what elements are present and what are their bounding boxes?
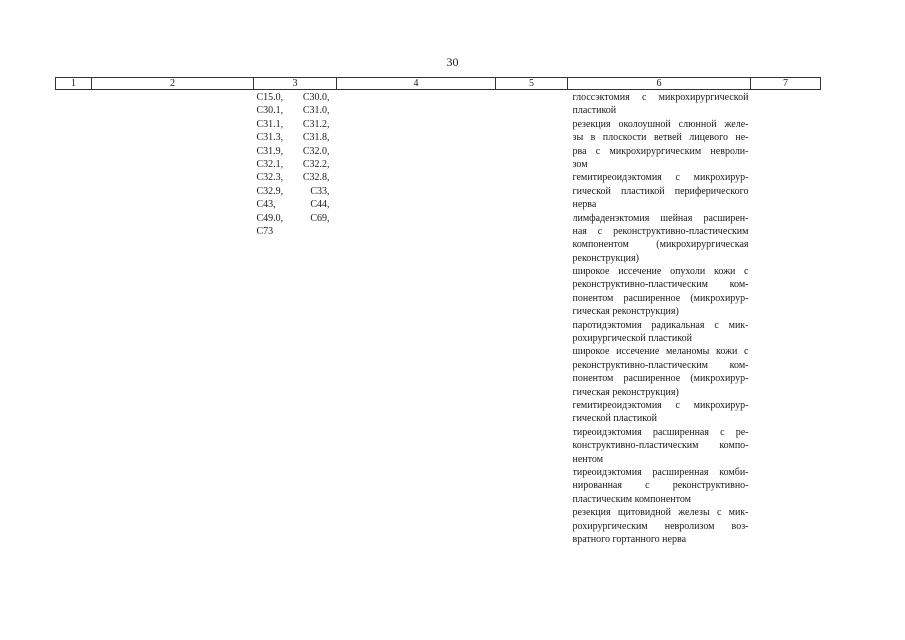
treatment-method-text-line: гемитиреоидэктомия с микрохирур- bbox=[572, 172, 749, 184]
treatment-method-text-line: пластикой bbox=[572, 105, 617, 117]
treatment-method-text-line: зом bbox=[572, 158, 588, 170]
treatment-method-item bbox=[573, 91, 749, 118]
treatment-method-text-line: понентом расширенное (микрохирур- bbox=[572, 292, 749, 304]
diagnosis-code-line bbox=[257, 198, 330, 211]
diagnosis-code: C30.1, bbox=[256, 105, 284, 117]
diagnosis-code: C32.3, bbox=[256, 172, 284, 184]
column-header-5: 5 bbox=[496, 78, 568, 90]
column-header-2: 2 bbox=[92, 78, 254, 90]
treatment-method-item bbox=[573, 265, 749, 319]
treatment-method-text-line: резекция околоушной слюнной желе- bbox=[572, 118, 749, 130]
treatment-method-text-line: вратного гортанного нерва bbox=[572, 533, 687, 545]
treatment-method-item bbox=[573, 426, 749, 466]
diagnosis-code: C30.0, bbox=[302, 92, 330, 103]
treatment-method-text-line: нентом bbox=[572, 453, 604, 465]
cell-col-4 bbox=[337, 90, 496, 547]
treatment-method-text-line: реконструкция) bbox=[572, 252, 639, 264]
diagnosis-codes-list bbox=[254, 90, 337, 238]
treatment-method-text-line: лимфаденэктомия шейная расширен- bbox=[572, 212, 749, 224]
column-header-6: 6 bbox=[568, 78, 751, 90]
column-header-1: 1 bbox=[56, 78, 92, 90]
diagnosis-code-line bbox=[257, 145, 330, 158]
diagnosis-code: C31.1, bbox=[256, 118, 284, 130]
treatment-method-item bbox=[573, 345, 749, 399]
treatment-method-text-line: тиреоидэктомия расширенная комби- bbox=[572, 466, 749, 478]
treatment-method-item bbox=[573, 171, 749, 211]
treatment-methods-cell bbox=[568, 90, 751, 547]
cell-col-5 bbox=[496, 90, 568, 547]
diagnosis-code: C31.2, bbox=[302, 118, 330, 130]
treatment-method-text-line: широкое иссечение опухоли кожи с bbox=[572, 266, 749, 278]
treatment-method-item bbox=[573, 466, 749, 506]
diagnosis-code-line bbox=[257, 185, 330, 198]
treatment-method-item bbox=[573, 399, 749, 426]
treatment-method-text-line: широкое иссечение меланомы кожи с bbox=[572, 346, 749, 358]
treatment-method-text-line: гической пластикой периферического bbox=[572, 185, 749, 197]
diagnosis-code-line bbox=[257, 158, 330, 171]
treatment-method-text-line: рохирургической пластикой bbox=[572, 333, 692, 345]
diagnosis-code: C32.8, bbox=[302, 172, 330, 184]
diagnosis-code: C32.2, bbox=[302, 159, 330, 171]
treatment-method-text-line: паротидэктомия радикальная с мик- bbox=[572, 319, 749, 331]
treatment-method-item bbox=[573, 118, 749, 172]
diagnosis-code: C31.9, bbox=[256, 145, 284, 157]
treatment-method-text-line: реконструктивно-пластическим ком- bbox=[572, 359, 749, 371]
cell-col-1 bbox=[56, 90, 92, 547]
procedures-table bbox=[55, 77, 820, 546]
treatment-method-text-line: глоссэктомия с микрохирургической bbox=[572, 92, 749, 103]
treatment-method-text-line: конструктивно-пластическим компо- bbox=[572, 440, 749, 452]
diagnosis-code-line bbox=[257, 225, 330, 238]
treatment-methods-list bbox=[568, 90, 751, 546]
treatment-method-text-line: нированная с реконструктивно- bbox=[572, 480, 749, 492]
diagnosis-code: C43, bbox=[256, 199, 276, 211]
treatment-method-text-line: гическая реконструкция) bbox=[572, 306, 679, 318]
column-header-7: 7 bbox=[751, 78, 821, 90]
column-header-3: 3 bbox=[254, 78, 337, 90]
diagnosis-code-line bbox=[257, 91, 330, 104]
diagnosis-code: C73 bbox=[256, 226, 274, 238]
treatment-method-text-line: гической пластикой bbox=[572, 413, 657, 425]
treatment-method-text-line: пластическим компонентом bbox=[572, 493, 691, 505]
treatment-method-text-line: ная с реконструктивно-пластическим bbox=[572, 225, 749, 237]
diagnosis-code: C32.0, bbox=[302, 145, 330, 157]
diagnosis-code-line bbox=[257, 104, 330, 117]
diagnosis-code: C44, bbox=[310, 199, 330, 211]
treatment-method-text-line: нерва bbox=[572, 199, 597, 211]
diagnosis-code: C31.8, bbox=[302, 132, 330, 144]
treatment-method-text-line: гическая реконструкция) bbox=[572, 386, 679, 398]
page-number: 30 bbox=[446, 55, 459, 69]
treatment-method-text-line: тиреоидэктомия расширенная с ре- bbox=[572, 426, 749, 438]
treatment-method-text-line: реконструктивно-пластическим ком- bbox=[572, 279, 749, 291]
diagnosis-code: C15.0, bbox=[256, 92, 284, 103]
diagnosis-code: C33, bbox=[310, 185, 330, 197]
diagnosis-code: C32.1, bbox=[256, 159, 284, 171]
diagnosis-code-line bbox=[257, 131, 330, 144]
diagnosis-code: C49.0, bbox=[256, 212, 284, 224]
diagnosis-code: C31.3, bbox=[256, 132, 284, 144]
treatment-method-text-line: компонентом (микрохирургическая bbox=[572, 239, 749, 251]
treatment-method-text-line: рва с микрохирургическим невроли- bbox=[572, 145, 749, 157]
treatment-method-item bbox=[573, 212, 749, 266]
diagnosis-codes-cell bbox=[254, 90, 337, 547]
column-header-4: 4 bbox=[337, 78, 496, 90]
treatment-method-text-line: рохирургическим невролизом воз- bbox=[572, 520, 749, 532]
treatment-method-text-line: зы в плоскости ветвей лицевого не- bbox=[572, 132, 749, 144]
treatment-method-text-line: понентом расширенное (микрохирур- bbox=[572, 373, 749, 385]
diagnosis-code-line bbox=[257, 171, 330, 184]
diagnosis-code-line bbox=[257, 212, 330, 225]
table-row bbox=[56, 90, 821, 547]
treatment-method-text-line: резекция щитовидной железы с мик- bbox=[572, 507, 749, 519]
cell-col-7 bbox=[751, 90, 821, 547]
cell-col-2 bbox=[92, 90, 254, 547]
column-number-header-row bbox=[56, 78, 821, 90]
treatment-method-text-line: гемитиреоидэктомия с микрохирур- bbox=[572, 399, 749, 411]
treatment-method-item bbox=[573, 319, 749, 346]
treatment-method-item bbox=[573, 506, 749, 546]
diagnosis-code: C31.0, bbox=[302, 105, 330, 117]
diagnosis-code-line bbox=[257, 118, 330, 131]
diagnosis-code: C69, bbox=[310, 212, 330, 224]
diagnosis-code: C32.9, bbox=[256, 185, 284, 197]
